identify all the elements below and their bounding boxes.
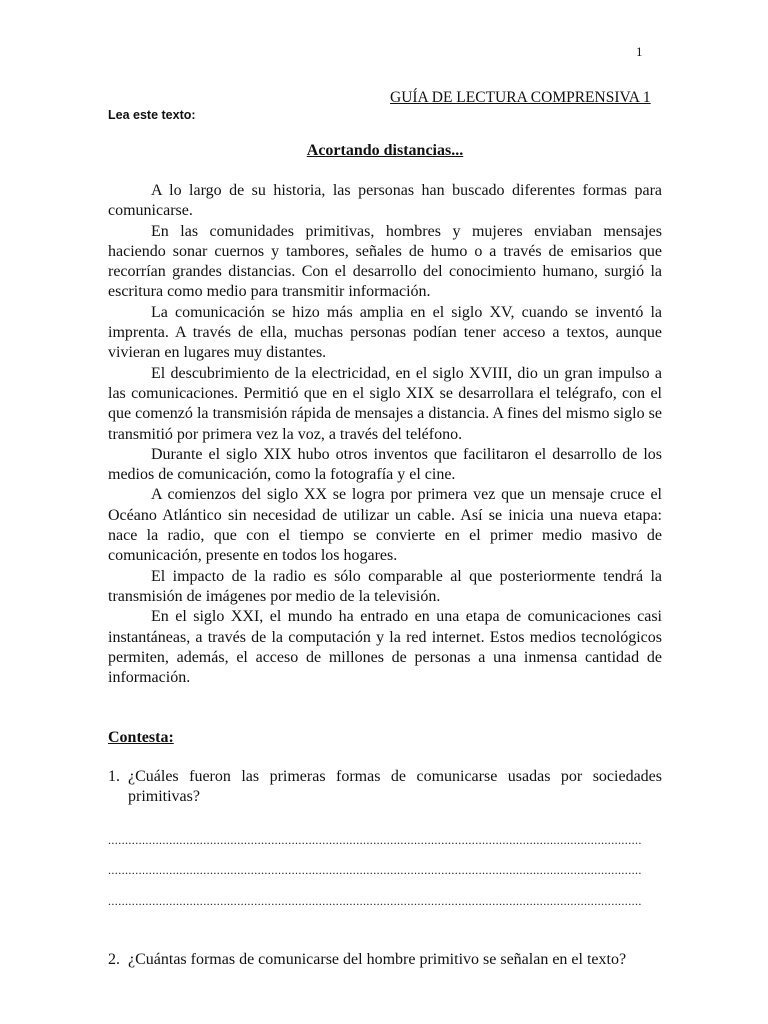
article-paragraph: En las comunidades primitivas, hombres y mujeres enviaban mensajes haciendo sonar cuernos y tambores, señales de humo o a través de emisarios que recorrían grandes distancias. Con el desarrollo del conocimiento humano, surgió la escritura como medio para transmitir información. xyxy=(108,222,662,301)
article-paragraph: A lo largo de su historia, las personas han buscado diferentes formas para comunicarse. xyxy=(108,182,662,220)
question-item xyxy=(108,950,662,970)
article-paragraph: El descubrimiento de la electricidad, en el siglo XVIII, dio un gran impulso a las comunicaciones. Permitió que en el siglo XIX se desarrollara el telégrafo, con el que comenzó la transmisión rápida de mensajes a distancia. A fines del mismo siglo se transmitió por primera vez la voz, a través del teléfono. xyxy=(108,364,662,443)
article-paragraph: Durante el siglo XIX hubo otros inventos que facilitaron el desarrollo de los medios de comunicación, como la fotografía y el cine. xyxy=(108,445,662,484)
guide-title: GUÍA DE LECTURA COMPRENSIVA 1 xyxy=(390,89,651,106)
question-text: ¿Cuáles fueron las primeras formas de comunicarse usadas por sociedades primitivas? xyxy=(128,768,662,806)
answer-line: ............................................................................................................................................................. xyxy=(108,863,642,877)
article-title: Acortando distancias... xyxy=(306,142,464,159)
answer-line: ............................................................................................................................................................. xyxy=(108,833,642,847)
article-paragraph: La comunicación se hizo más amplia en el siglo XV, cuando se inventó la imprenta. A través de ella, muchas personas podían tener acceso a textos, aunque vivieran en lugares muy distantes. xyxy=(108,303,662,362)
article-body xyxy=(108,181,662,688)
question-item xyxy=(108,767,662,808)
question-number: 1. xyxy=(108,768,120,785)
answer-line: ............................................................................................................................................................. xyxy=(108,894,642,908)
questions-heading: Contesta: xyxy=(108,729,174,746)
question-text: ¿Cuántas formas de comunicarse del hombre primitivo se señalan en el texto? xyxy=(128,951,627,968)
article-paragraph: A comienzos del siglo XX se logra por primera vez que un mensaje cruce el Océano Atlántico sin necesidad de utilizar un cable. Así se inicia una nueva etapa: nace la radio, que con el tiempo se convierte en el primer medio masivo de comunicación, presente en todos los hogares. xyxy=(108,486,662,565)
reading-instruction: Lea este texto: xyxy=(108,108,196,122)
article-paragraph: El impacto de la radio es sólo comparable al que posteriormente tendrá la transmisión de imágenes por medio de la televisión. xyxy=(108,567,662,605)
article-paragraph: En el siglo XXI, el mundo ha entrado en una etapa de comunicaciones casi instantáneas, a través de la computación y la red internet. Estos medios tecnológicos permiten, además, el acceso de millones de personas a una inmensa cantidad de información. xyxy=(108,608,662,687)
page-number: 1 xyxy=(636,44,643,59)
question-number: 2. xyxy=(108,951,120,968)
